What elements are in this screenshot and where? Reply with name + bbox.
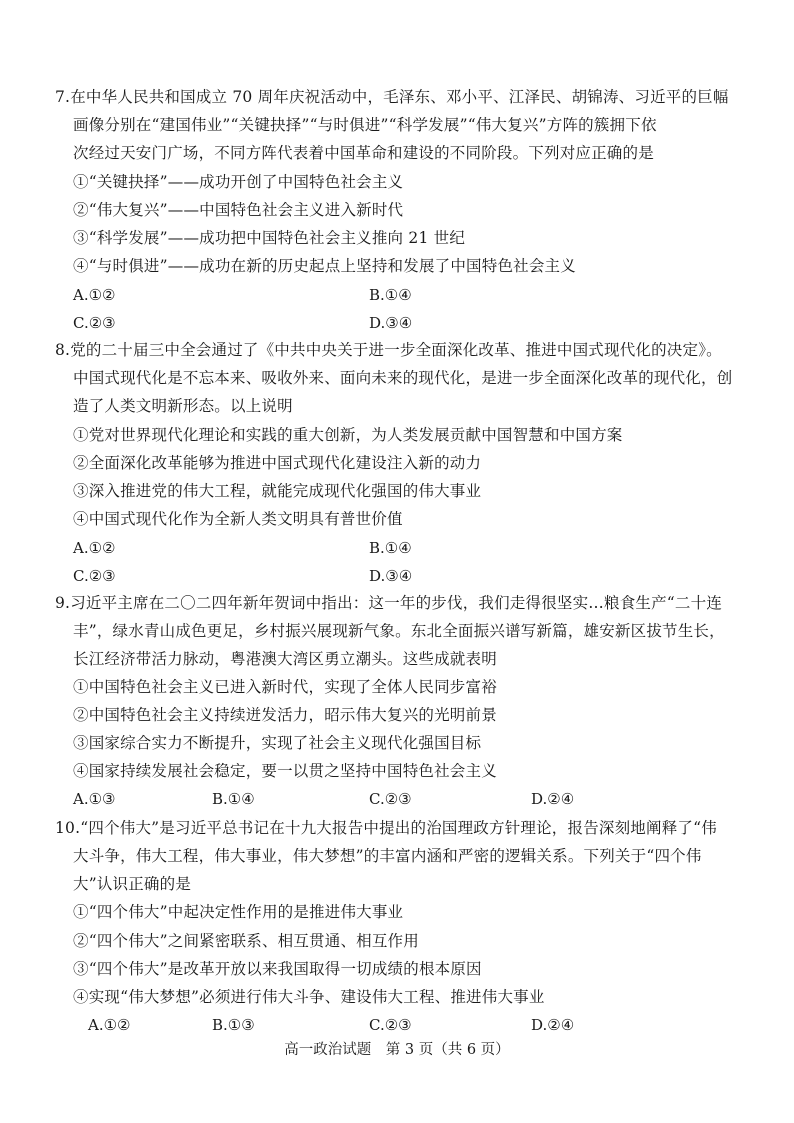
question-8-option-3: ③深入推进党的伟大工程，就能完成现代化强国的伟大事业 <box>73 482 482 500</box>
question-10-option-4: ④实现“伟大梦想”必须进行伟大斗争、建设伟大工程、推进伟大事业 <box>73 988 545 1006</box>
question-10-option-2: ②“四个伟大”之间紧密联系、相互贯通、相互作用 <box>73 932 419 950</box>
question-7-option-3: ③“科学发展”——成功把中国特色社会主义推向 21 世纪 <box>73 229 466 247</box>
question-9-stem-line-1: 9.习近平主席在二〇二四年新年贺词中指出：这一年的步伐，我们走得很坚实…粮食生产“二十连 <box>55 594 723 612</box>
question-8-stem-line-2: 中国式现代化是不忘本来、吸收外来、面向未来的现代化，是进一步全面深化改革的现代化，创 <box>73 369 733 387</box>
question-9-choice-d[interactable]: D.②④ <box>531 790 575 808</box>
question-8-choice-b[interactable]: B.①④ <box>369 539 412 557</box>
question-9-stem-line-2: 丰”，绿水青山成色更足，乡村振兴展现新气象。东北全面振兴谱写新篇，雄安新区拔节生长， <box>73 622 725 640</box>
question-7-option-1: ①“关键抉择”——成功开创了中国特色社会主义 <box>73 173 404 191</box>
question-8-option-2: ②全面深化改革能够为推进中国式现代化建设注入新的动力 <box>73 454 482 472</box>
question-7-stem-line-2: 画像分别在“建国伟业”“关键抉择”“与时俱进”“科学发展”“伟大复兴”方阵的簇拥下依 <box>73 116 657 134</box>
question-9-choice-a[interactable]: A.①③ <box>73 790 116 808</box>
page-footer: 高一政治试题 第 3 页（共 6 页） <box>284 1042 510 1058</box>
question-8-choice-a[interactable]: A.①② <box>73 539 116 557</box>
question-9-choice-c[interactable]: C.②③ <box>369 790 412 808</box>
question-10-stem-line-3: 大”认识正确的是 <box>73 875 192 893</box>
question-7-stem-line-1: 7.在中华人民共和国成立 70 周年庆祝活动中，毛泽东、邓小平、江泽民、胡锦涛、习近平的巨幅 <box>55 88 729 106</box>
question-9-option-3: ③国家综合实力不断提升，实现了社会主义现代化强国目标 <box>73 734 482 752</box>
question-9-option-2: ②中国特色社会主义持续迸发活力，昭示伟大复兴的光明前景 <box>73 706 497 724</box>
question-10-choice-a[interactable]: A.①② <box>88 1016 131 1034</box>
question-10-stem-line-1: 10.“四个伟大”是习近平总书记在十九大报告中提出的治国理政方针理论，报告深刻地阐释了“伟 <box>55 819 717 837</box>
question-10-stem-line-2: 大斗争，伟大工程，伟大事业，伟大梦想”的丰富内涵和严密的逻辑关系。下列关于“四个伟 <box>73 847 702 865</box>
question-9-option-1: ①中国特色社会主义已进入新时代，实现了全体人民同步富裕 <box>73 678 497 696</box>
question-9-stem-line-3: 长江经济带活力脉动，粤港澳大湾区勇立潮头。这些成就表明 <box>73 650 497 668</box>
question-10-option-3: ③“四个伟大”是改革开放以来我国取得一切成绩的根本原因 <box>73 960 482 978</box>
question-8-stem-line-1: 8.党的二十届三中全会通过了《中共中央关于进一步全面深化改革、推进中国式现代化的决定》。 <box>55 341 722 359</box>
question-10-choice-d[interactable]: D.②④ <box>531 1016 575 1034</box>
question-7-option-4: ④“与时俱进”——成功在新的历史起点上坚持和发展了中国特色社会主义 <box>73 257 576 275</box>
question-8-stem-line-3: 造了人类文明新形态。以上说明 <box>73 397 293 415</box>
question-7-choice-b[interactable]: B.①④ <box>369 286 412 304</box>
question-8-choice-c[interactable]: C.②③ <box>73 567 116 585</box>
question-10-choice-c[interactable]: C.②③ <box>369 1016 412 1034</box>
question-7-choice-c[interactable]: C.②③ <box>73 314 116 332</box>
question-7-stem-line-3: 次经过天安门广场，不同方阵代表着中国革命和建设的不同阶段。下列对应正确的是 <box>73 144 654 162</box>
question-10-option-1: ①“四个伟大”中起决定性作用的是推进伟大事业 <box>73 903 404 921</box>
question-8-option-1: ①党对世界现代化理论和实践的重大创新，为人类发展贡献中国智慧和中国方案 <box>73 426 623 444</box>
question-7-choice-a[interactable]: A.①② <box>73 286 116 304</box>
question-8-choice-d[interactable]: D.③④ <box>369 567 413 585</box>
question-9-choice-b[interactable]: B.①④ <box>212 790 255 808</box>
question-7-option-2: ②“伟大复兴”——中国特色社会主义进入新时代 <box>73 201 404 219</box>
question-9-option-4: ④国家持续发展社会稳定，要一以贯之坚持中国特色社会主义 <box>73 762 497 780</box>
question-7-choice-d[interactable]: D.③④ <box>369 314 413 332</box>
question-8-option-4: ④中国式现代化作为全新人类文明具有普世价值 <box>73 510 403 528</box>
question-10-choice-b[interactable]: B.①③ <box>212 1016 255 1034</box>
